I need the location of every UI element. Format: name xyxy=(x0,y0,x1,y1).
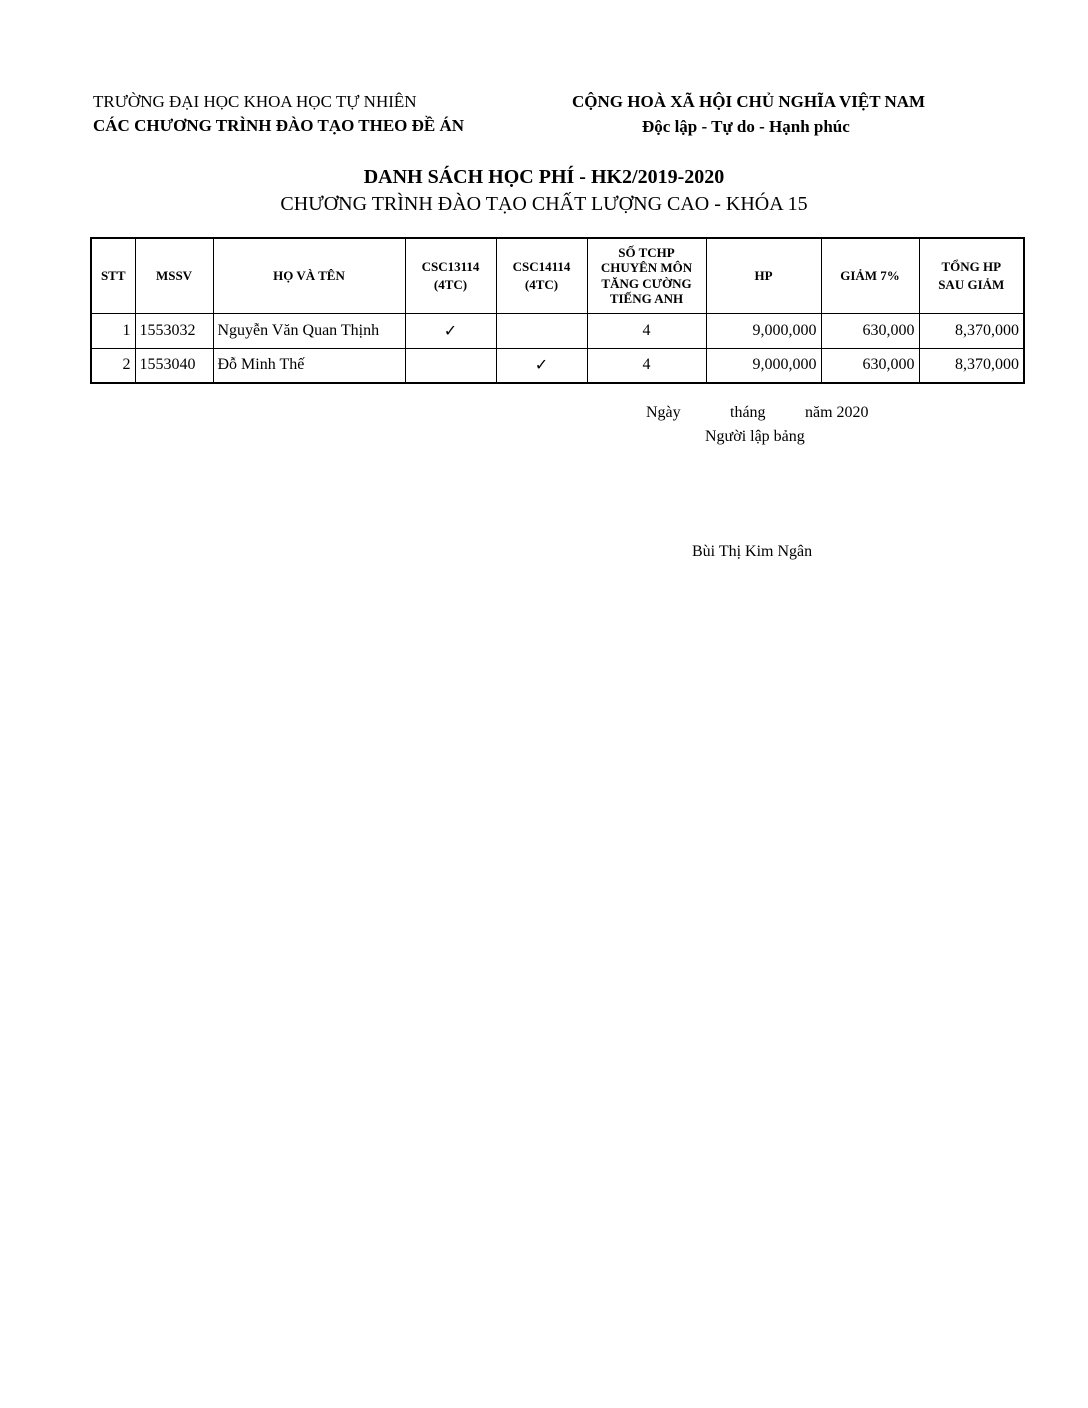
date-day-label: Ngày xyxy=(646,404,681,421)
cell-mssv: 1553032 xyxy=(135,313,213,348)
header-credits-line1: SỐ TCHP xyxy=(618,244,675,260)
table-header-row xyxy=(91,238,1024,313)
national-motto: Độc lập - Tự do - Hạnh phúc xyxy=(642,117,850,136)
cell-name: Đỗ Minh Thế xyxy=(213,348,405,383)
date-month-label: tháng xyxy=(730,404,766,421)
cell-stt: 2 xyxy=(91,348,135,383)
header-hp: HP xyxy=(706,238,821,313)
cell-credits: 4 xyxy=(587,313,706,348)
document-title: DANH SÁCH HỌC PHÍ - HK2/2019-2020 xyxy=(363,166,725,188)
date-year-label: năm 2020 xyxy=(805,404,869,421)
cell-discount: 630,000 xyxy=(821,313,919,348)
preparer-name: Bùi Thị Kim Ngân xyxy=(692,543,813,560)
cell-stt: 1 xyxy=(91,313,135,348)
table-row xyxy=(91,313,1024,348)
cell-csc14114-check xyxy=(496,313,587,348)
cell-hp: 9,000,000 xyxy=(706,348,821,383)
header-total-line1: TỔNG HP xyxy=(941,258,1002,274)
document-subtitle: CHƯƠNG TRÌNH ĐÀO TẠO CHẤT LƯỢNG CAO - KHÓA 15 xyxy=(280,193,808,215)
cell-total: 8,370,000 xyxy=(919,348,1024,383)
header-stt: STT xyxy=(91,238,135,313)
preparer-title: Người lập bảng xyxy=(705,428,805,445)
cell-name: Nguyễn Văn Quan Thịnh xyxy=(213,313,405,348)
header-csc14114 xyxy=(496,238,587,313)
header-credits-line3: TĂNG CƯỜNG xyxy=(601,275,692,291)
republic-name: CỘNG HOÀ XÃ HỘI CHỦ NGHĨA VIỆT NAM xyxy=(572,92,926,111)
header-name: HỌ VÀ TÊN xyxy=(213,238,405,313)
cell-hp: 9,000,000 xyxy=(706,313,821,348)
table-row xyxy=(91,348,1024,383)
cell-csc14114-check: ✓ xyxy=(496,348,587,383)
header-credits-line4: TIẾNG ANH xyxy=(609,291,684,307)
cell-credits: 4 xyxy=(587,348,706,383)
header-csc13114 xyxy=(405,238,496,313)
cell-total: 8,370,000 xyxy=(919,313,1024,348)
header-credits xyxy=(587,238,706,313)
university-name: TRƯỜNG ĐẠI HỌC KHOA HỌC TỰ NHIÊN xyxy=(93,92,417,111)
header-csc14114-code: CSC14114 xyxy=(512,258,571,274)
department-name: CÁC CHƯƠNG TRÌNH ĐÀO TẠO THEO ĐỀ ÁN xyxy=(93,116,465,135)
cell-csc13114-check xyxy=(405,348,496,383)
header-total xyxy=(919,238,1024,313)
cell-csc13114-check: ✓ xyxy=(405,313,496,348)
tuition-table xyxy=(90,237,1025,384)
header-csc13114-code: CSC13114 xyxy=(421,258,480,274)
header-csc14114-credits: (4TC) xyxy=(524,276,559,292)
header-csc13114-credits: (4TC) xyxy=(433,276,468,292)
header-total-line2: SAU GIẢM xyxy=(938,276,1005,292)
cell-mssv: 1553040 xyxy=(135,348,213,383)
header-discount: GIẢM 7% xyxy=(821,238,919,313)
header-mssv: MSSV xyxy=(135,238,213,313)
header-credits-line2: CHUYÊN MÔN xyxy=(600,260,693,276)
cell-discount: 630,000 xyxy=(821,348,919,383)
